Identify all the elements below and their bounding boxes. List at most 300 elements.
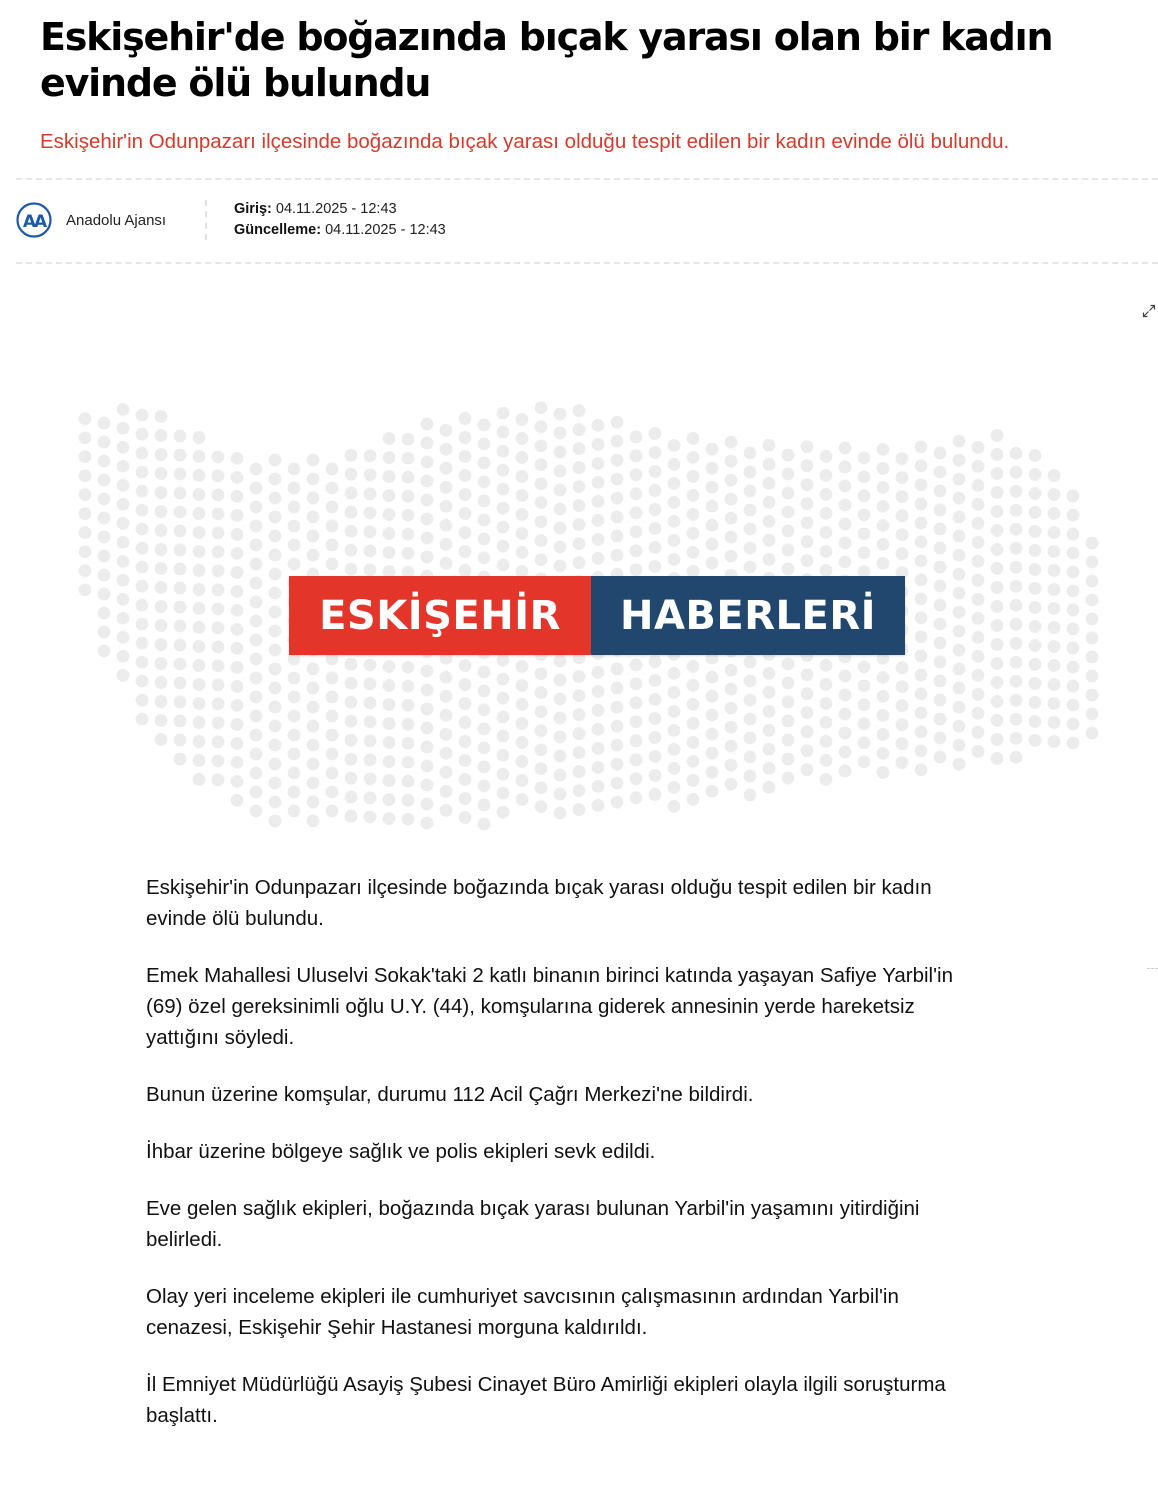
map-dot — [98, 645, 111, 658]
map-dot — [383, 660, 396, 673]
map-dot — [478, 551, 491, 564]
map-dot — [1086, 594, 1099, 607]
map-dot — [497, 445, 510, 458]
map-dot — [174, 582, 187, 595]
map-dot — [459, 659, 472, 672]
map-dot — [345, 468, 358, 481]
map-dot — [554, 655, 567, 668]
map-dot — [250, 691, 263, 704]
map-dot — [896, 490, 909, 503]
map-dot — [1010, 561, 1023, 574]
map-dot — [212, 755, 225, 768]
map-dot — [174, 715, 187, 728]
map-dot — [744, 447, 757, 460]
map-dot — [269, 815, 282, 828]
map-dot — [573, 746, 586, 759]
map-dot — [725, 702, 738, 715]
map-dot — [592, 438, 605, 451]
map-dot — [345, 525, 358, 538]
map-dot — [459, 431, 472, 444]
map-dot — [573, 537, 586, 550]
map-dot — [1029, 601, 1042, 614]
map-dot — [706, 462, 719, 475]
map-dot — [117, 422, 130, 435]
map-dot — [326, 805, 339, 818]
map-dot — [193, 621, 206, 634]
map-dot — [478, 741, 491, 754]
map-dot — [649, 541, 662, 554]
map-dot — [972, 479, 985, 492]
map-dot — [991, 638, 1004, 651]
map-dot — [288, 710, 301, 723]
map-dot — [364, 468, 377, 481]
map-dot — [763, 553, 776, 566]
map-dot — [345, 791, 358, 804]
map-dot — [516, 527, 529, 540]
map-dot — [573, 784, 586, 797]
map-dot — [1029, 658, 1042, 671]
map-dot — [649, 674, 662, 687]
map-dot — [155, 676, 168, 689]
map-dot — [763, 439, 776, 452]
map-dot — [250, 577, 263, 590]
map-dot — [250, 672, 263, 685]
map-dot — [554, 769, 567, 782]
map-dot — [953, 663, 966, 676]
map-dot — [402, 737, 415, 750]
map-dot — [668, 743, 681, 756]
map-dot — [345, 487, 358, 500]
map-dot — [117, 498, 130, 511]
map-dot — [991, 619, 1004, 632]
map-dot — [98, 607, 111, 620]
map-dot — [402, 813, 415, 826]
map-dot — [1029, 582, 1042, 595]
map-dot — [459, 412, 472, 425]
map-dot — [953, 587, 966, 600]
source-name: Anadolu Ajansı — [66, 211, 167, 229]
map-dot — [516, 774, 529, 787]
updated-date — [234, 220, 446, 241]
map-dot — [763, 781, 776, 794]
map-dot — [231, 604, 244, 617]
map-dot — [668, 477, 681, 490]
map-dot — [402, 433, 415, 446]
map-dot — [364, 734, 377, 747]
map-dot — [934, 751, 947, 764]
map-dot — [1029, 620, 1042, 633]
map-dot — [972, 669, 985, 682]
map-dot — [440, 690, 453, 703]
map-dot — [307, 796, 320, 809]
map-dot — [459, 716, 472, 729]
map-dot — [497, 483, 510, 496]
map-dot — [478, 532, 491, 545]
map-dot — [288, 767, 301, 780]
map-dot — [516, 717, 529, 730]
map-dot — [459, 735, 472, 748]
map-dot — [972, 441, 985, 454]
map-dot — [1067, 699, 1080, 712]
map-dot — [915, 744, 928, 757]
map-dot — [934, 580, 947, 593]
map-dot — [1067, 718, 1080, 731]
map-dot — [98, 531, 111, 544]
map-dot — [820, 659, 833, 672]
map-dot — [877, 519, 890, 532]
map-dot — [972, 707, 985, 720]
map-dot — [668, 800, 681, 813]
map-dot — [212, 679, 225, 692]
map-dot — [136, 599, 149, 612]
map-dot — [383, 489, 396, 502]
map-dot — [117, 441, 130, 454]
published-label: Giriş: — [234, 201, 272, 217]
map-dot — [554, 408, 567, 421]
map-dot — [953, 473, 966, 486]
map-dot — [1010, 580, 1023, 593]
map-dot — [155, 562, 168, 575]
map-dot — [288, 501, 301, 514]
map-dot — [1086, 575, 1099, 588]
map-dot — [782, 506, 795, 519]
map-dot — [687, 432, 700, 445]
map-dot — [345, 677, 358, 690]
map-dot — [820, 754, 833, 767]
map-dot — [592, 685, 605, 698]
map-dot — [364, 772, 377, 785]
map-dot — [383, 717, 396, 730]
map-dot — [497, 502, 510, 515]
map-dot — [212, 489, 225, 502]
map-dot — [535, 724, 548, 737]
map-dot — [839, 461, 852, 474]
updated-value: 04.11.2025 - 12:43 — [325, 222, 446, 238]
map-dot — [1048, 545, 1061, 558]
map-dot — [193, 469, 206, 482]
map-dot — [98, 455, 111, 468]
map-dot — [858, 679, 871, 692]
map-dot — [630, 544, 643, 557]
map-dot — [155, 638, 168, 651]
map-dot — [269, 758, 282, 771]
map-dot — [953, 435, 966, 448]
map-dot — [1029, 734, 1042, 747]
map-dot — [231, 585, 244, 598]
map-dot — [155, 467, 168, 480]
map-dot — [440, 728, 453, 741]
map-dot — [117, 669, 130, 682]
map-dot — [288, 691, 301, 704]
map-dot — [1010, 485, 1023, 498]
map-dot — [269, 587, 282, 600]
map-dot — [497, 673, 510, 686]
map-dot — [858, 660, 871, 673]
map-dot — [516, 508, 529, 521]
map-dot — [421, 532, 434, 545]
map-dot — [288, 482, 301, 495]
map-dot — [478, 418, 491, 431]
map-dot — [79, 507, 92, 520]
map-dot — [896, 547, 909, 560]
map-dot — [459, 792, 472, 805]
map-dot — [1086, 689, 1099, 702]
map-dot — [421, 741, 434, 754]
map-dot — [326, 729, 339, 742]
map-dot — [782, 658, 795, 671]
map-dot — [630, 715, 643, 728]
map-dot — [155, 714, 168, 727]
map-dot — [269, 796, 282, 809]
map-dot — [117, 650, 130, 663]
map-dot — [934, 675, 947, 688]
map-dot — [174, 639, 187, 652]
map-dot — [744, 466, 757, 479]
map-dot — [573, 442, 586, 455]
map-dot — [231, 661, 244, 674]
meta-vertical-divider — [205, 200, 207, 240]
map-dot — [630, 753, 643, 766]
map-dot — [801, 478, 814, 491]
map-dot — [1086, 651, 1099, 664]
map-dot — [630, 772, 643, 785]
map-dot — [269, 663, 282, 676]
map-dot — [1067, 680, 1080, 693]
map-dot — [440, 671, 453, 684]
map-dot — [592, 780, 605, 793]
map-dot — [193, 526, 206, 539]
map-dot — [383, 451, 396, 464]
map-dot — [953, 739, 966, 752]
map-dot — [383, 470, 396, 483]
map-dot — [972, 574, 985, 587]
map-dot — [801, 687, 814, 700]
map-dot — [744, 656, 757, 669]
map-dot — [478, 722, 491, 735]
map-dot — [554, 522, 567, 535]
map-dot — [231, 528, 244, 541]
map-dot — [934, 504, 947, 517]
map-dot — [573, 423, 586, 436]
map-dot — [1048, 640, 1061, 653]
map-dot — [269, 568, 282, 581]
map-dot — [972, 517, 985, 530]
map-dot — [953, 644, 966, 657]
map-dot — [288, 463, 301, 476]
map-dot — [250, 805, 263, 818]
map-dot — [79, 526, 92, 539]
map-dot — [535, 667, 548, 680]
map-dot — [421, 665, 434, 678]
map-dot — [649, 655, 662, 668]
map-dot — [668, 553, 681, 566]
map-dot — [744, 751, 757, 764]
map-dot — [706, 728, 719, 741]
map-dot — [288, 748, 301, 761]
banner-city — [289, 576, 591, 655]
map-dot — [307, 492, 320, 505]
map-dot — [1029, 639, 1042, 652]
featured-image[interactable] — [0, 270, 1158, 850]
map-dot — [801, 535, 814, 548]
map-dot — [687, 508, 700, 521]
map-dot — [440, 785, 453, 798]
map-dot — [1010, 542, 1023, 555]
map-dot — [782, 544, 795, 557]
map-dot — [193, 431, 206, 444]
map-dot — [250, 463, 263, 476]
map-dot — [136, 428, 149, 441]
map-dot — [706, 766, 719, 779]
map-dot — [136, 485, 149, 498]
map-dot — [136, 694, 149, 707]
map-dot — [744, 713, 757, 726]
map-dot — [383, 736, 396, 749]
map-dot — [1048, 602, 1061, 615]
map-dot — [79, 431, 92, 444]
map-dot — [991, 448, 1004, 461]
map-dot — [592, 457, 605, 470]
map-dot — [896, 471, 909, 484]
map-dot — [782, 487, 795, 500]
map-dot — [79, 545, 92, 558]
paragraph: İhbar üzerine bölgeye sağlık ve polis ekipleri sevk edildi. — [146, 1140, 656, 1163]
map-dot — [288, 786, 301, 799]
map-dot — [345, 810, 358, 823]
map-dot — [972, 650, 985, 663]
map-dot — [668, 458, 681, 471]
map-dot — [991, 543, 1004, 556]
banner-news-text: HABERLERİ — [619, 592, 877, 639]
map-dot — [193, 697, 206, 710]
map-dot — [877, 462, 890, 475]
map-dot — [801, 744, 814, 757]
map-dot — [174, 506, 187, 519]
map-dot — [668, 496, 681, 509]
map-dot — [497, 540, 510, 553]
map-dot — [117, 574, 130, 587]
map-dot — [915, 440, 928, 453]
map-dot — [573, 556, 586, 569]
map-dot — [269, 739, 282, 752]
paragraph: Eskişehir'in Odunpazarı ilçesinde boğazında bıçak yarası olduğu tespit edilen bir kadın evinde ölü bulundu. — [146, 876, 932, 930]
map-dot — [934, 485, 947, 498]
map-dot — [934, 656, 947, 669]
map-dot — [839, 689, 852, 702]
map-dot — [1067, 509, 1080, 522]
map-dot — [611, 473, 624, 486]
map-dot — [915, 592, 928, 605]
map-dot — [174, 658, 187, 671]
map-dot — [1048, 564, 1061, 577]
map-dot — [1067, 604, 1080, 617]
map-dot — [877, 671, 890, 684]
map-dot — [877, 766, 890, 779]
map-dot — [516, 470, 529, 483]
map-dot — [516, 546, 529, 559]
map-dot — [459, 507, 472, 520]
map-dot — [782, 696, 795, 709]
map-dot — [383, 774, 396, 787]
map-dot — [421, 551, 434, 564]
map-dot — [402, 718, 415, 731]
map-dot — [535, 458, 548, 471]
map-dot — [231, 547, 244, 560]
map-dot — [725, 721, 738, 734]
map-dot — [801, 440, 814, 453]
map-dot — [326, 672, 339, 685]
news-source[interactable] — [16, 200, 166, 240]
map-dot — [402, 756, 415, 769]
map-dot — [554, 465, 567, 478]
map-dot — [497, 426, 510, 439]
map-dot — [915, 611, 928, 624]
map-dot — [402, 528, 415, 541]
map-dot — [687, 698, 700, 711]
map-dot — [250, 501, 263, 514]
map-dot — [459, 488, 472, 501]
map-dot — [212, 736, 225, 749]
map-dot — [668, 686, 681, 699]
map-dot — [554, 750, 567, 763]
map-dot — [478, 437, 491, 450]
map-dot — [155, 619, 168, 632]
map-dot — [991, 657, 1004, 670]
map-dot — [193, 450, 206, 463]
map-dot — [1048, 735, 1061, 748]
map-dot — [573, 499, 586, 512]
map-dot — [212, 527, 225, 540]
map-dot — [345, 715, 358, 728]
map-dot — [212, 451, 225, 464]
map-dot — [250, 558, 263, 571]
map-dot — [345, 696, 358, 709]
map-dot — [820, 678, 833, 691]
map-dot — [1029, 696, 1042, 709]
map-dot — [611, 758, 624, 771]
map-dot — [972, 612, 985, 625]
map-dot — [1029, 468, 1042, 481]
map-dot — [497, 749, 510, 762]
map-dot — [212, 774, 225, 787]
map-dot — [535, 705, 548, 718]
map-dot — [326, 520, 339, 533]
map-dot — [592, 533, 605, 546]
map-dot — [801, 725, 814, 738]
map-dot — [972, 498, 985, 511]
map-dot — [858, 755, 871, 768]
map-dot — [915, 554, 928, 567]
map-dot — [991, 714, 1004, 727]
map-dot — [497, 730, 510, 743]
map-dot — [497, 407, 510, 420]
map-dot — [630, 487, 643, 500]
map-dot — [402, 699, 415, 712]
published-date — [234, 199, 446, 220]
map-dot — [364, 658, 377, 671]
map-dot — [896, 509, 909, 522]
map-dot — [592, 799, 605, 812]
map-dot — [212, 565, 225, 578]
map-dot — [744, 770, 757, 783]
map-dot — [193, 602, 206, 615]
map-dot — [782, 734, 795, 747]
map-dot — [991, 429, 1004, 442]
map-dot — [877, 443, 890, 456]
map-dot — [402, 547, 415, 560]
map-dot — [212, 508, 225, 521]
map-dot — [554, 427, 567, 440]
